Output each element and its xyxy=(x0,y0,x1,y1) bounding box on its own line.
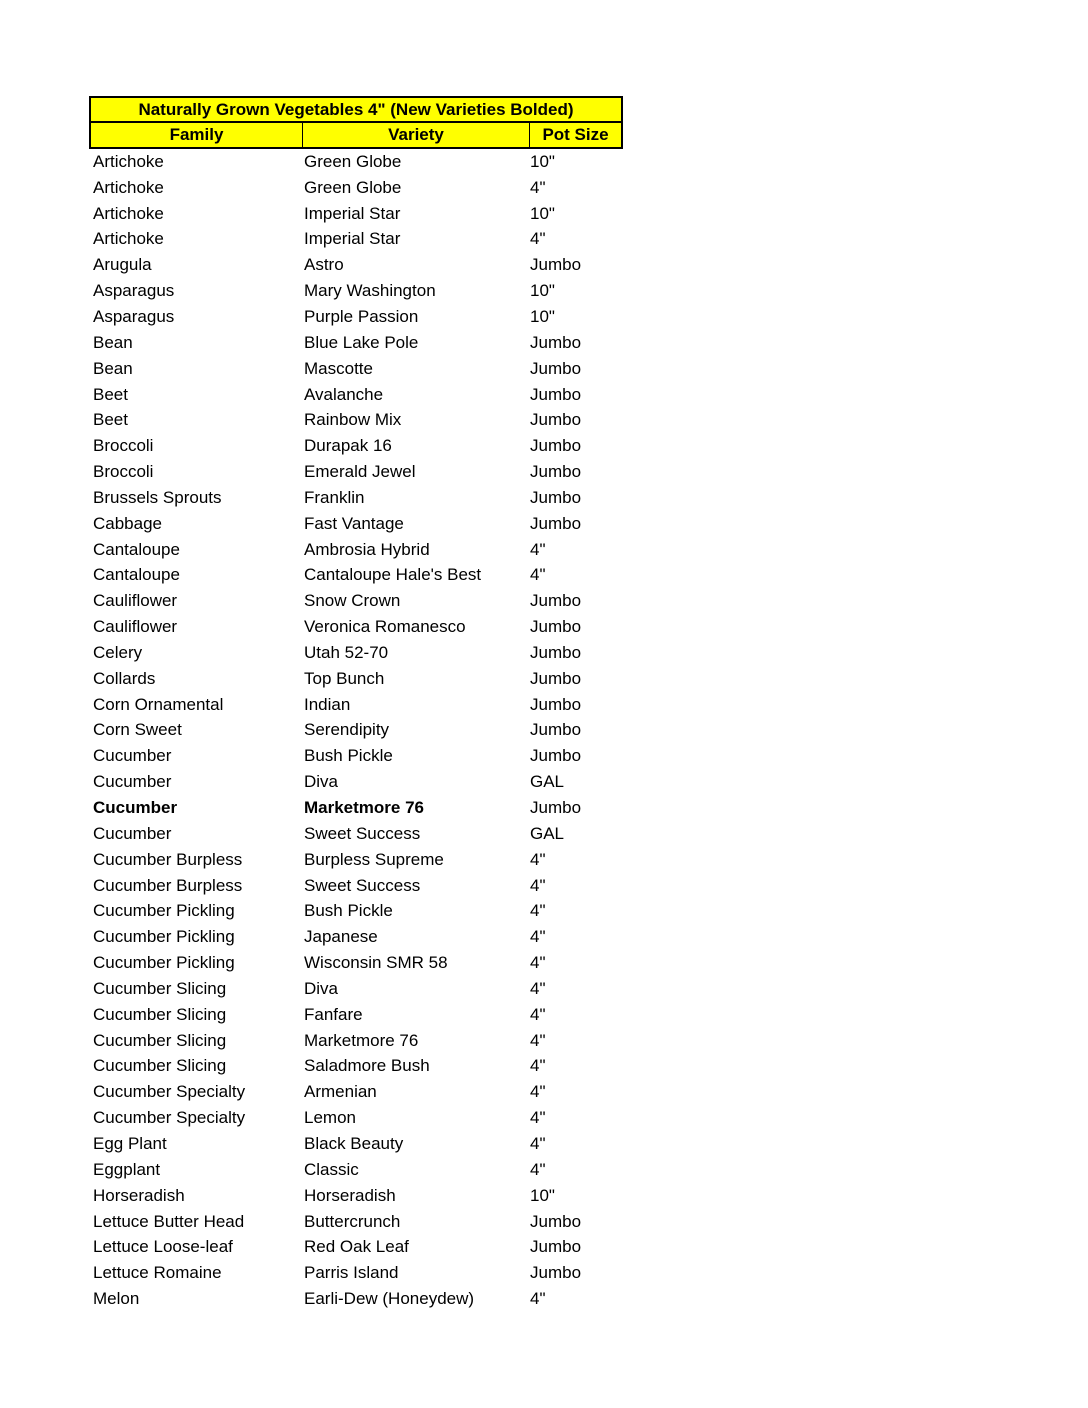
pot-size-cell: 4" xyxy=(530,1056,546,1076)
family-cell: Eggplant xyxy=(93,1159,161,1179)
variety-cell: Red Oak Leaf xyxy=(304,1237,409,1257)
family-cell: Artichoke xyxy=(93,229,164,249)
family-cell: Cantaloupe xyxy=(93,565,180,585)
variety-cell: Veronica Romanesco xyxy=(304,617,466,637)
table-row xyxy=(89,227,623,253)
family-cell: Celery xyxy=(93,642,143,662)
table-row xyxy=(89,356,623,382)
family-cell: Bean xyxy=(93,332,133,352)
pot-size-cell: GAL xyxy=(530,772,565,792)
table-row xyxy=(89,1002,623,1028)
table-row xyxy=(89,1286,623,1312)
variety-cell: Emerald Jewel xyxy=(304,462,416,482)
variety-cell: Cantaloupe Hale's Best xyxy=(304,565,482,585)
variety-cell: Marketmore 76 xyxy=(304,1030,419,1050)
table-row xyxy=(89,821,623,847)
table-row xyxy=(89,459,623,485)
family-cell: Cucumber xyxy=(93,746,172,766)
variety-cell: Mary Washington xyxy=(304,281,436,301)
variety-cell: Parris Island xyxy=(304,1263,399,1283)
table-row xyxy=(89,769,623,795)
table-row xyxy=(89,537,623,563)
table-row xyxy=(89,1183,623,1209)
pot-size-cell: Jumbo xyxy=(530,255,582,275)
pot-size-cell: Jumbo xyxy=(530,1237,582,1257)
pot-size-cell: Jumbo xyxy=(530,591,582,611)
table-row xyxy=(89,847,623,873)
table-row xyxy=(89,433,623,459)
variety-cell: Diva xyxy=(304,772,339,792)
table-row xyxy=(89,563,623,589)
table-row xyxy=(89,304,623,330)
table-row xyxy=(89,252,623,278)
variety-cell: Blue Lake Pole xyxy=(304,332,419,352)
pot-size-cell: Jumbo xyxy=(530,746,582,766)
pot-size-cell: 10" xyxy=(530,151,555,171)
table-row xyxy=(89,1028,623,1054)
variety-cell: Serendipity xyxy=(304,720,390,740)
family-cell: Asparagus xyxy=(93,306,175,326)
header-pot-size: Pot Size xyxy=(529,123,621,147)
variety-cell: Imperial Star xyxy=(304,229,401,249)
pot-size-cell: Jumbo xyxy=(530,1263,582,1283)
variety-cell: Burpless Supreme xyxy=(304,849,444,869)
family-cell: Brussels Sprouts xyxy=(93,487,222,507)
pot-size-cell: 4" xyxy=(530,1030,546,1050)
variety-cell: Franklin xyxy=(304,487,365,507)
variety-cell: Armenian xyxy=(304,1082,377,1102)
family-cell: Egg Plant xyxy=(93,1133,167,1153)
pot-size-cell: 4" xyxy=(530,1004,546,1024)
pot-size-cell: 4" xyxy=(530,539,546,559)
pot-size-cell: Jumbo xyxy=(530,410,582,430)
table-row xyxy=(89,175,623,201)
pot-size-cell: 4" xyxy=(530,875,546,895)
pot-size-cell: 10" xyxy=(530,281,555,301)
table-row xyxy=(89,511,623,537)
variety-cell: Astro xyxy=(304,255,344,275)
table-row xyxy=(89,898,623,924)
family-cell: Corn Sweet xyxy=(93,720,182,740)
pot-size-cell: Jumbo xyxy=(530,436,582,456)
pot-size-cell: 4" xyxy=(530,901,546,921)
table-row xyxy=(89,1105,623,1131)
pot-size-cell: Jumbo xyxy=(530,358,582,378)
pot-size-cell: Jumbo xyxy=(530,487,582,507)
family-cell: Artichoke xyxy=(93,177,164,197)
variety-cell: Lemon xyxy=(304,1108,356,1128)
pot-size-cell: 4" xyxy=(530,565,546,585)
family-cell: Artichoke xyxy=(93,203,164,223)
variety-cell: Buttercrunch xyxy=(304,1211,401,1231)
family-cell: Cucumber Pickling xyxy=(93,901,235,921)
family-cell: Lettuce Romaine xyxy=(93,1263,222,1283)
table-row xyxy=(89,1209,623,1235)
pot-size-cell: 4" xyxy=(530,1082,546,1102)
pot-size-cell: 10" xyxy=(530,203,555,223)
vegetable-table xyxy=(89,96,623,1312)
table-row xyxy=(89,1131,623,1157)
table-row xyxy=(89,588,623,614)
table-row xyxy=(89,873,623,899)
table-row xyxy=(89,485,623,511)
table-row xyxy=(89,1079,623,1105)
table-row xyxy=(89,614,623,640)
family-cell: Horseradish xyxy=(93,1185,185,1205)
pot-size-cell: Jumbo xyxy=(530,642,582,662)
variety-cell: Ambrosia Hybrid xyxy=(304,539,430,559)
variety-cell: Purple Passion xyxy=(304,306,419,326)
variety-cell: Diva xyxy=(304,978,339,998)
pot-size-cell: 4" xyxy=(530,1133,546,1153)
variety-cell: Snow Crown xyxy=(304,591,401,611)
family-cell: Cucumber xyxy=(93,798,178,818)
family-cell: Cucumber Slicing xyxy=(93,1030,227,1050)
family-cell: Broccoli xyxy=(93,462,154,482)
variety-cell: Utah 52-70 xyxy=(304,642,389,662)
table-row xyxy=(89,924,623,950)
pot-size-cell: Jumbo xyxy=(530,798,582,818)
variety-cell: Green Globe xyxy=(304,177,402,197)
pot-size-cell: 10" xyxy=(530,1185,555,1205)
variety-cell: Bush Pickle xyxy=(304,901,393,921)
pot-size-cell: Jumbo xyxy=(530,1211,582,1231)
table-row xyxy=(89,1054,623,1080)
pot-size-cell: 4" xyxy=(530,1289,546,1309)
family-cell: Cauliflower xyxy=(93,591,178,611)
family-cell: Bean xyxy=(93,358,133,378)
family-cell: Cucumber Pickling xyxy=(93,927,235,947)
variety-cell: Rainbow Mix xyxy=(304,410,402,430)
variety-cell: Imperial Star xyxy=(304,203,401,223)
variety-cell: Japanese xyxy=(304,927,378,947)
table-row xyxy=(89,382,623,408)
pot-size-cell: 4" xyxy=(530,229,546,249)
family-cell: Artichoke xyxy=(93,151,164,171)
table-row xyxy=(89,976,623,1002)
variety-cell: Green Globe xyxy=(304,151,402,171)
family-cell: Cucumber Specialty xyxy=(93,1082,246,1102)
variety-cell: Classic xyxy=(304,1159,359,1179)
family-cell: Cantaloupe xyxy=(93,539,180,559)
variety-cell: Horseradish xyxy=(304,1185,396,1205)
family-cell: Cauliflower xyxy=(93,617,178,637)
header-variety: Variety xyxy=(302,123,529,147)
variety-cell: Indian xyxy=(304,694,351,714)
family-cell: Cucumber Pickling xyxy=(93,953,235,973)
family-cell: Lettuce Loose-leaf xyxy=(93,1237,233,1257)
table-row xyxy=(89,201,623,227)
family-cell: Cucumber Burpless xyxy=(93,849,243,869)
family-cell: Collards xyxy=(93,668,156,688)
variety-cell: Fanfare xyxy=(304,1004,363,1024)
table-row xyxy=(89,640,623,666)
pot-size-cell: Jumbo xyxy=(530,720,582,740)
family-cell: Cucumber Slicing xyxy=(93,978,227,998)
table-row xyxy=(89,149,623,175)
family-cell: Beet xyxy=(93,384,128,404)
family-cell: Cucumber Slicing xyxy=(93,1056,227,1076)
variety-cell: Fast Vantage xyxy=(304,513,404,533)
pot-size-cell: 4" xyxy=(530,1159,546,1179)
table-row xyxy=(89,718,623,744)
pot-size-cell: Jumbo xyxy=(530,384,582,404)
variety-cell: Saladmore Bush xyxy=(304,1056,430,1076)
family-cell: Cucumber xyxy=(93,823,172,843)
table-row xyxy=(89,407,623,433)
header-row xyxy=(89,123,623,149)
variety-cell: Avalanche xyxy=(304,384,384,404)
family-cell: Cucumber Specialty xyxy=(93,1108,246,1128)
family-cell: Broccoli xyxy=(93,436,154,456)
pot-size-cell: Jumbo xyxy=(530,694,582,714)
pot-size-cell: 4" xyxy=(530,978,546,998)
pot-size-cell: 4" xyxy=(530,849,546,869)
variety-cell: Top Bunch xyxy=(304,668,385,688)
table-row xyxy=(89,1234,623,1260)
pot-size-cell: 4" xyxy=(530,1108,546,1128)
table-row xyxy=(89,666,623,692)
table-row xyxy=(89,330,623,356)
table-row xyxy=(89,743,623,769)
family-cell: Cucumber Slicing xyxy=(93,1004,227,1024)
pot-size-cell: 4" xyxy=(530,927,546,947)
pot-size-cell: Jumbo xyxy=(530,332,582,352)
variety-cell: Wisconsin SMR 58 xyxy=(304,953,448,973)
variety-cell: Bush Pickle xyxy=(304,746,393,766)
table-body xyxy=(89,149,623,1312)
header-family: Family xyxy=(169,125,224,144)
variety-cell: Durapak 16 xyxy=(304,436,392,456)
pot-size-cell: 4" xyxy=(530,177,546,197)
variety-cell: Marketmore 76 xyxy=(304,798,425,818)
pot-size-cell: Jumbo xyxy=(530,462,582,482)
family-cell: Beet xyxy=(93,410,128,430)
pot-size-cell: Jumbo xyxy=(530,668,582,688)
family-cell: Arugula xyxy=(93,255,152,275)
table-row xyxy=(89,950,623,976)
pot-size-cell: 4" xyxy=(530,953,546,973)
pot-size-cell: Jumbo xyxy=(530,617,582,637)
table-row xyxy=(89,278,623,304)
variety-cell: Sweet Success xyxy=(304,823,421,843)
table-title: Naturally Grown Vegetables 4" (New Varieties Bolded) xyxy=(89,96,623,123)
pot-size-cell: Jumbo xyxy=(530,513,582,533)
family-cell: Cucumber xyxy=(93,772,172,792)
table-row xyxy=(89,1260,623,1286)
family-cell: Corn Ornamental xyxy=(93,694,224,714)
pot-size-cell: GAL xyxy=(530,823,565,843)
family-cell: Lettuce Butter Head xyxy=(93,1211,245,1231)
family-cell: Cucumber Burpless xyxy=(93,875,243,895)
family-cell: Asparagus xyxy=(93,281,175,301)
table-row xyxy=(89,795,623,821)
pot-size-cell: 10" xyxy=(530,306,555,326)
family-cell: Melon xyxy=(93,1289,140,1309)
variety-cell: Earli-Dew (Honeydew) xyxy=(304,1289,475,1309)
variety-cell: Mascotte xyxy=(304,358,373,378)
variety-cell: Black Beauty xyxy=(304,1133,404,1153)
table-row xyxy=(89,692,623,718)
variety-cell: Sweet Success xyxy=(304,875,421,895)
family-cell: Cabbage xyxy=(93,513,163,533)
table-row xyxy=(89,1157,623,1183)
